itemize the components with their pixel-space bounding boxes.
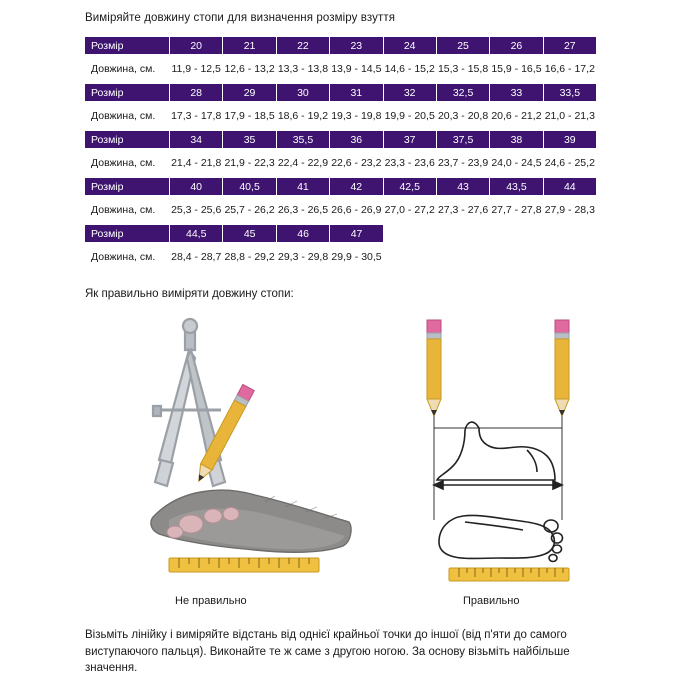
figure-incorrect [125, 310, 355, 590]
foot-top-outline [439, 515, 563, 561]
size-cell: 37,5 [436, 131, 489, 148]
length-cell: 17,3 - 17,8 [170, 101, 223, 131]
size-cell: 26 [490, 37, 543, 54]
size-table-block-3 [85, 131, 597, 178]
length-cell: 14,6 - 15,2 [383, 54, 436, 84]
empty-cell [383, 242, 436, 272]
size-cell: 21 [223, 37, 276, 54]
howto-title: Як правильно виміряти довжину стопи: [85, 288, 294, 300]
empty-cell [437, 225, 490, 242]
ruler-icon [449, 568, 569, 581]
length-cell: 27,0 - 27,2 [383, 195, 436, 225]
length-cell: 20,3 - 20,8 [436, 101, 489, 131]
length-cell: 28,8 - 29,2 [223, 242, 276, 272]
size-cell: 35,5 [276, 131, 329, 148]
length-cell: 28,4 - 28,7 [170, 242, 223, 272]
intro-text: Виміряйте довжину стопи для визначення розміру взуття [85, 12, 396, 24]
size-cell: 24 [383, 37, 436, 54]
length-cell: 13,9 - 14,5 [330, 54, 383, 84]
length-cell: 29,9 - 30,5 [330, 242, 383, 272]
size-cell: 36 [330, 131, 383, 148]
size-cell: 20 [170, 37, 223, 54]
size-cell: 40 [170, 178, 223, 195]
size-cell: 46 [276, 225, 329, 242]
size-cell: 25 [436, 37, 489, 54]
size-cell: 33 [490, 84, 543, 101]
length-cell: 18,6 - 19,2 [276, 101, 329, 131]
empty-cell [490, 225, 543, 242]
size-cell: 41 [276, 178, 329, 195]
length-cell: 22,4 - 22,9 [276, 148, 329, 178]
size-cell: 38 [490, 131, 543, 148]
size-table-block-1 [85, 37, 597, 84]
length-cell: 20,6 - 21,2 [490, 101, 543, 131]
size-table-block-2 [85, 84, 597, 131]
row-header-length: Довжина, см. [85, 101, 170, 131]
row-header-size: Розмір [85, 84, 170, 101]
ruler-icon [169, 558, 319, 572]
size-cell: 29 [223, 84, 276, 101]
row-header-size: Розмір [85, 178, 170, 195]
size-cell: 42 [330, 178, 383, 195]
length-cell: 26,6 - 26,9 [330, 195, 383, 225]
size-cell: 31 [330, 84, 383, 101]
length-cell: 24,0 - 24,5 [490, 148, 543, 178]
size-table-block-5 [85, 225, 597, 272]
pencil-icon-left [427, 320, 441, 416]
size-cell: 32 [383, 84, 436, 101]
size-cell: 27 [543, 37, 596, 54]
length-cell: 21,9 - 22,3 [223, 148, 276, 178]
row-header-length: Довжина, см. [85, 148, 170, 178]
length-cell: 26,3 - 26,5 [276, 195, 329, 225]
correct-illustration [405, 310, 635, 585]
length-cell: 25,3 - 25,6 [170, 195, 223, 225]
footnote-text: Візьміть лінійку і виміряйте відстань від однієї крайньої точки до іншої (від п'яти до самого виступаючого пальця). Виконайте те ж саме з другою ногою. За основу візьміть найбільше значення. [85, 629, 570, 675]
size-cell: 45 [223, 225, 276, 242]
size-cell: 28 [170, 84, 223, 101]
length-cell: 21,4 - 21,8 [170, 148, 223, 178]
length-cell: 16,6 - 17,2 [543, 54, 596, 84]
size-cell: 43,5 [490, 178, 543, 195]
table-row [85, 195, 597, 225]
table-row [85, 242, 597, 272]
size-cell: 43 [436, 178, 489, 195]
caption-correct: Правильно [463, 595, 520, 607]
foot-side-outline [437, 422, 555, 480]
row-header-size: Розмір [85, 225, 170, 242]
size-cell: 34 [170, 131, 223, 148]
measure-guides [434, 416, 562, 520]
cat-paw-illustration [151, 490, 351, 552]
length-cell: 17,9 - 18,5 [223, 101, 276, 131]
incorrect-illustration [125, 310, 355, 585]
size-cell: 47 [330, 225, 383, 242]
size-cell: 35 [223, 131, 276, 148]
measure-arrow [434, 481, 562, 489]
length-cell: 27,3 - 27,6 [436, 195, 489, 225]
size-table-block-4 [85, 178, 597, 225]
length-cell: 29,3 - 29,8 [276, 242, 329, 272]
length-cell: 11,9 - 12,5 [170, 54, 223, 84]
table-row [85, 54, 597, 84]
empty-cell [437, 242, 490, 272]
table-row [85, 84, 597, 101]
caption-incorrect: Не правильно [175, 595, 247, 607]
length-cell: 19,9 - 20,5 [383, 101, 436, 131]
length-cell: 19,3 - 19,8 [330, 101, 383, 131]
length-cell: 23,3 - 23,6 [383, 148, 436, 178]
length-cell: 24,6 - 25,2 [543, 148, 596, 178]
empty-cell [490, 242, 543, 272]
length-cell: 27,7 - 27,8 [490, 195, 543, 225]
table-row [85, 225, 597, 242]
size-cell: 39 [543, 131, 596, 148]
size-cell: 22 [276, 37, 329, 54]
length-cell: 23,7 - 23,9 [436, 148, 489, 178]
table-row [85, 131, 597, 148]
size-cell: 40,5 [223, 178, 276, 195]
length-cell: 15,9 - 16,5 [490, 54, 543, 84]
empty-cell [544, 225, 597, 242]
size-cell: 44 [543, 178, 596, 195]
length-cell: 12,6 - 13,2 [223, 54, 276, 84]
length-cell: 21,0 - 21,3 [543, 101, 596, 131]
row-header-length: Довжина, см. [85, 54, 170, 84]
table-row [85, 101, 597, 131]
size-cell: 42,5 [383, 178, 436, 195]
table-row [85, 178, 597, 195]
length-cell: 27,9 - 28,3 [543, 195, 596, 225]
figure-correct [405, 310, 635, 590]
size-cell: 37 [383, 131, 436, 148]
row-header-length: Довжина, см. [85, 242, 170, 272]
figures-area [85, 310, 678, 607]
size-cell: 30 [276, 84, 329, 101]
empty-cell [383, 225, 436, 242]
size-cell: 33,5 [543, 84, 596, 101]
empty-cell [544, 242, 597, 272]
table-row [85, 37, 597, 54]
length-cell: 13,3 - 13,8 [276, 54, 329, 84]
pencil-icon-right [555, 320, 569, 416]
length-cell: 22,6 - 23,2 [330, 148, 383, 178]
table-row [85, 148, 597, 178]
length-cell: 25,7 - 26,2 [223, 195, 276, 225]
size-cell: 32,5 [436, 84, 489, 101]
size-cell: 23 [330, 37, 383, 54]
size-cell: 44,5 [170, 225, 223, 242]
row-header-length: Довжина, см. [85, 195, 170, 225]
row-header-size: Розмір [85, 37, 170, 54]
row-header-size: Розмір [85, 131, 170, 148]
length-cell: 15,3 - 15,8 [436, 54, 489, 84]
